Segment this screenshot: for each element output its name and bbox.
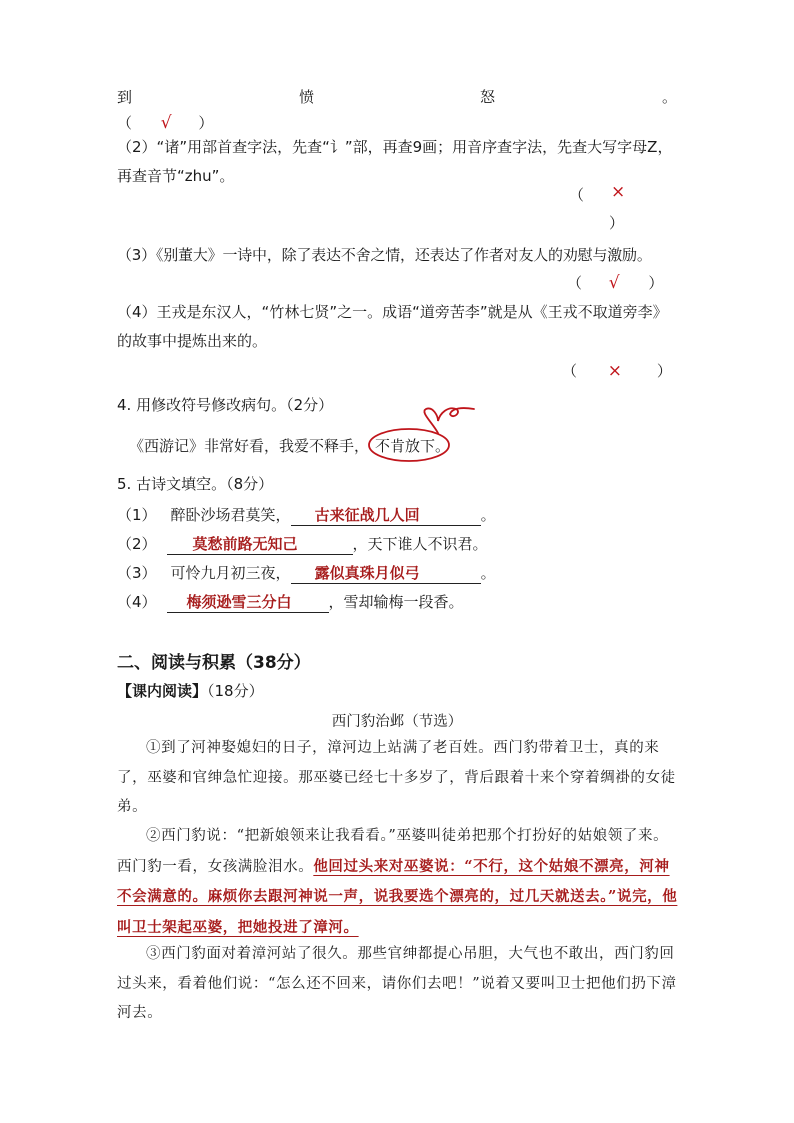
- mark-close-paren: ）: [648, 274, 664, 292]
- q5-item-3: [117, 562, 496, 584]
- mark-close-paren: ）: [656, 362, 672, 380]
- q3-item3-text: （3）《别董大》一诗中，除了表达不舍之情，还表达了作者对友人的劝慰与激励。: [117, 246, 652, 264]
- passage-highlighted-sentence: 他回过头来对巫婆说：“不行，这个姑娘不漂亮，河神不会满意的。麻烦你去跟河神说一声，说我要选个漂亮的，过几天就送去。”说完，他叫卫士架起巫婆，把她投进了漳河。: [117, 857, 678, 936]
- q5-item-4: [117, 591, 464, 613]
- q5-item-2: [117, 533, 488, 555]
- passage-paragraph-2-text: ②西门豹说：“把新娘领来让我看看。”巫婆叫徒弟把那个打扮好的姑娘领了来。西门豹一看，女孩满脸泪水。: [117, 828, 669, 875]
- check-mark-icon: √: [160, 113, 172, 133]
- mark-open-paren: （: [567, 274, 583, 292]
- mark-close-paren: ）: [609, 214, 625, 232]
- mark-close-paren: ）: [198, 114, 214, 132]
- q5-item-number: （2）: [117, 535, 157, 553]
- q3-line1-char-4: 。: [662, 88, 678, 106]
- q5-answer-text: 露似真珠月似弓: [314, 564, 420, 582]
- q4-heading: 4. 用修改符号修改病句。（2分）: [117, 396, 334, 414]
- mark-open-paren: （: [117, 114, 133, 132]
- q3-item3-mark: [567, 272, 663, 293]
- mark-open-paren: （: [562, 362, 578, 380]
- passage-paragraph-2: [117, 822, 679, 943]
- cross-mark-icon: ×: [611, 182, 626, 202]
- q5-answer: [167, 592, 329, 613]
- q5-item-before: 可怜九月初三夜，: [170, 564, 291, 582]
- sub-section-label: 【课内阅读】: [117, 682, 208, 700]
- sub-section-score: （18分）: [207, 682, 264, 700]
- cross-mark-icon: ×: [607, 361, 623, 381]
- q3-line1-char-3: 怒: [480, 88, 496, 106]
- q5-answer: [167, 534, 353, 555]
- passage-paragraph-3: ③西门豹面对着漳河站了很久。那些官绅都提心吊胆，大气也不敢出，西门豹回过头来，看着他们说：“怎么还不回来，请你们去吧！”说着又要叫卫士把他们扔下漳河去。: [117, 946, 677, 1021]
- q5-item-1: [117, 504, 496, 526]
- q5-item-number: （4）: [117, 593, 157, 611]
- q3-line1-char-1: 到: [117, 88, 133, 106]
- q5-item-number: （1）: [117, 506, 157, 524]
- passage-title: 西门豹治邺（节选）: [331, 714, 463, 730]
- q5-item-before: 醉卧沙场君莫笑，: [170, 506, 291, 524]
- q3-item2-mark: [569, 184, 629, 234]
- q4-sentence-before: 《西游记》非常好看，我爱不释手，: [129, 437, 370, 455]
- q5-answer-text: 古来征战几人回: [314, 506, 420, 524]
- q5-item-after: ，天下谁人不识君。: [352, 535, 488, 553]
- q4-sentence-end: 。: [435, 437, 451, 455]
- q3-item4-mark: [562, 360, 672, 381]
- check-mark-icon: √: [608, 273, 620, 293]
- q5-item-after: ，雪却输梅一段香。: [328, 593, 464, 611]
- q5-item-after: 。: [480, 506, 496, 524]
- q5-item-number: （3）: [117, 564, 157, 582]
- passage-paragraph-1: ①到了河神娶媳妇的日子，漳河边上站满了老百姓。西门豹带着卫士，真的来了，巫婆和官绅急忙迎接。那巫婆已经七十多岁了，背后跟着十来个穿着绸褂的女徒弟。: [117, 740, 676, 815]
- deletion-mark-icon: [360, 400, 500, 470]
- q5-heading: 5. 古诗文填空。（8分）: [117, 475, 274, 493]
- q3-item1-mark: [117, 112, 213, 133]
- q3-item2-text: （2）“诸”用部首查字法，先查“讠”部，再查9画；用音序查字法，先查大写字母Z，再查音节“zhu”。: [117, 138, 673, 185]
- q4-sentence-circled: 不肯放下: [375, 437, 436, 455]
- q3-line1-char-2: 愤: [299, 88, 315, 106]
- q5-answer-text: 梅须逊雪三分白: [186, 593, 292, 611]
- q5-item-after: 。: [480, 564, 496, 582]
- q3-item4-text: （4）王戎是东汉人，“竹林七贤”之一。成语“道旁苦李”就是从《王戎不取道旁李》的故事中提炼出来的。: [117, 303, 668, 350]
- q5-answer: [291, 505, 481, 526]
- sub-section-heading: [117, 680, 264, 701]
- q5-answer: [291, 563, 481, 584]
- mark-open-paren: （: [569, 186, 585, 204]
- q5-answer-text: 莫愁前路无知己: [192, 535, 298, 553]
- section-heading: 二、阅读与积累（38分）: [117, 653, 311, 673]
